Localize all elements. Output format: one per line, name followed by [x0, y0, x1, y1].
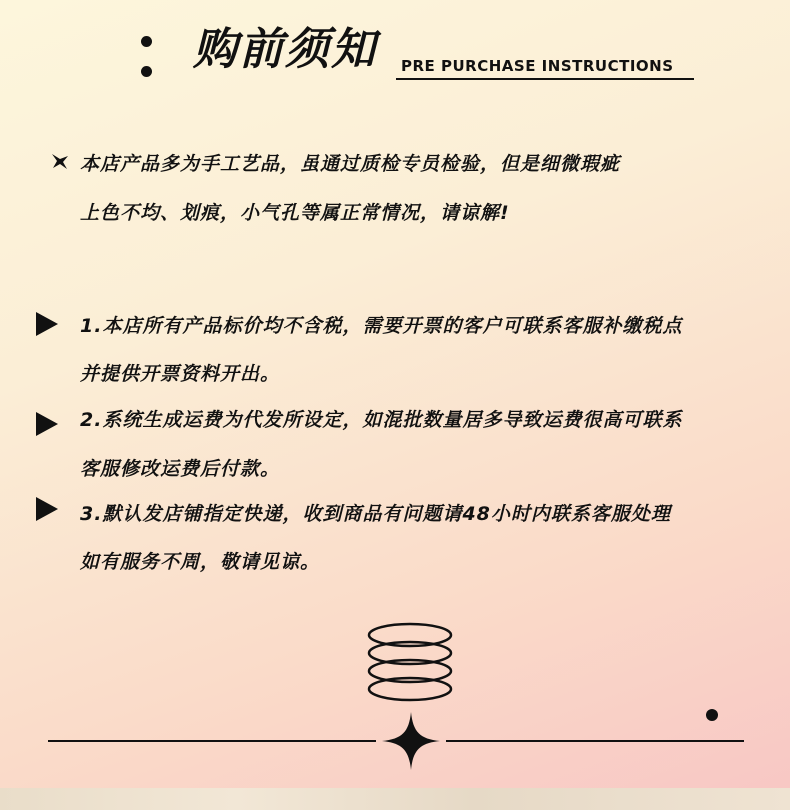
sparkle-icon	[382, 712, 440, 770]
item-1-line-2: 并提供开票资料开出。	[80, 363, 281, 385]
page-subtitle: PRE PURCHASE INSTRUCTIONS	[401, 57, 674, 75]
title-colon-dot-bottom	[141, 66, 152, 77]
title-colon-dot-top	[141, 36, 152, 47]
play-triangle-icon	[36, 412, 58, 436]
notice-line-1: 本店产品多为手工艺品，虽通过质检专员检验，但是细微瑕疵	[80, 153, 621, 175]
play-triangle-icon	[36, 312, 58, 336]
item-3-line-1: 3.默认发店铺指定快递，收到商品有问题请48小时内联系客服处理	[80, 503, 671, 525]
play-triangle-icon	[36, 497, 58, 521]
notice-line-2: 上色不均、划痕，小气孔等属正常情况，请谅解!	[80, 202, 510, 224]
item-2-line-1: 2.系统生成运费为代发所设定，如混批数量居多导致运费很高可联系	[80, 409, 683, 431]
bottom-strip	[0, 788, 790, 810]
dot-icon	[706, 709, 718, 721]
item-3-line-2: 如有服务不周，敬请见谅。	[80, 551, 321, 573]
item-1-line-1: 1.本店所有产品标价均不含税，需要开票的客户可联系客服补缴税点	[80, 315, 683, 337]
spring-coil-icon	[365, 620, 455, 706]
item-2-line-2: 客服修改运费后付款。	[80, 458, 281, 480]
subtitle-underline	[396, 78, 694, 80]
divider-right	[446, 740, 744, 742]
page-title: 购前须知	[193, 24, 377, 75]
star-icon	[50, 151, 70, 171]
divider-left	[48, 740, 376, 742]
